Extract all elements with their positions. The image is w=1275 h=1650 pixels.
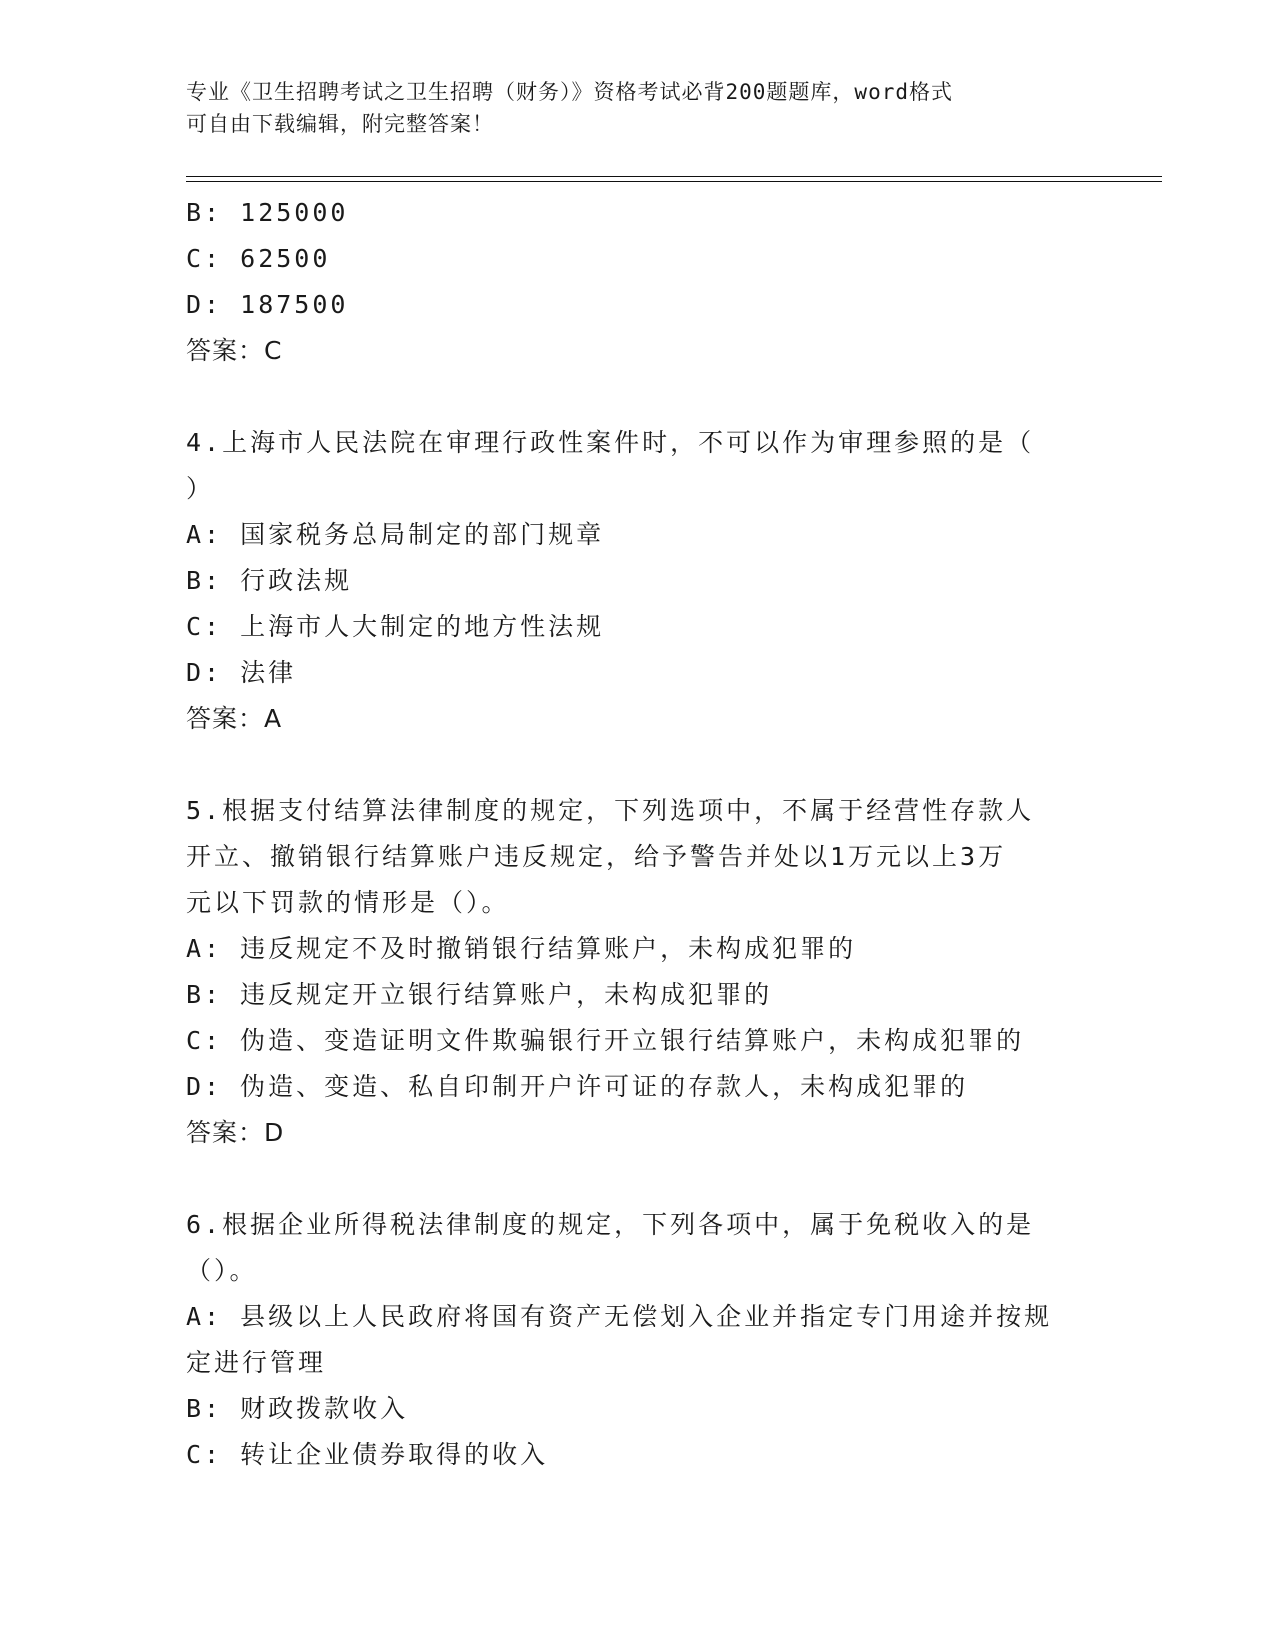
- header-divider-bottom: [186, 181, 1162, 182]
- option-b: B: 行政法规: [186, 566, 353, 595]
- option-b: B: 违反规定开立银行结算账户，未构成犯罪的: [186, 980, 773, 1009]
- spacer: [186, 374, 1086, 420]
- question-stem-continued: ）: [186, 474, 215, 503]
- question-stem-continued: 开立、撤销银行结算账户违反规定，给予警告并处以1万元以上3万: [186, 842, 1007, 871]
- option-a: A: 国家税务总局制定的部门规章: [186, 520, 605, 549]
- option-c: C: 上海市人大制定的地方性法规: [186, 612, 605, 641]
- answer-line: 答案：A: [186, 704, 283, 733]
- option-a: A: 县级以上人民政府将国有资产无偿划入企业并指定专门用途并按规: [186, 1302, 1053, 1331]
- option-b: B: 财政拨款收入: [186, 1394, 409, 1423]
- header-title-line-2: 可自由下载编辑，附完整答案！: [186, 112, 494, 136]
- question-stem: 5.根据支付结算法律制度的规定，下列选项中，不属于经营性存款人: [186, 796, 1035, 825]
- option-b: B: 125000: [186, 198, 349, 227]
- header-title-line-1: 专业《卫生招聘考试之卫生招聘（财务）》资格考试必背200题题库，word格式: [186, 80, 953, 104]
- option-a: A: 违反规定不及时撤销银行结算账户，未构成犯罪的: [186, 934, 857, 963]
- option-d: D: 187500: [186, 290, 349, 319]
- question-stem: 6.根据企业所得税法律制度的规定，下列各项中，属于免税收入的是: [186, 1210, 1035, 1239]
- question-4: [186, 420, 1086, 742]
- question-6: [186, 1202, 1086, 1478]
- question-5: [186, 788, 1086, 1156]
- spacer: [186, 742, 1086, 788]
- option-d: D: 伪造、变造、私自印制开户许可证的存款人，未构成犯罪的: [186, 1072, 969, 1101]
- header-divider-top: [186, 176, 1162, 177]
- document-header: [186, 76, 1086, 140]
- question-3-tail: [186, 190, 1086, 374]
- option-c: C: 62500: [186, 244, 331, 273]
- question-stem-continued: （）。: [186, 1256, 258, 1285]
- question-stem-continued: 元以下罚款的情形是（）。: [186, 888, 510, 917]
- answer-line: 答案：D: [186, 1118, 285, 1147]
- option-a-continued: 定进行管理: [186, 1348, 327, 1377]
- option-d: D: 法律: [186, 658, 297, 687]
- answer-line: 答案：C: [186, 336, 283, 365]
- option-c: C: 转让企业债券取得的收入: [186, 1440, 549, 1469]
- option-c: C: 伪造、变造证明文件欺骗银行开立银行结算账户，未构成犯罪的: [186, 1026, 1025, 1055]
- spacer: [186, 1156, 1086, 1202]
- question-stem: 4.上海市人民法院在审理行政性案件时，不可以作为审理参照的是（: [186, 428, 1035, 457]
- question-content: [186, 190, 1086, 1478]
